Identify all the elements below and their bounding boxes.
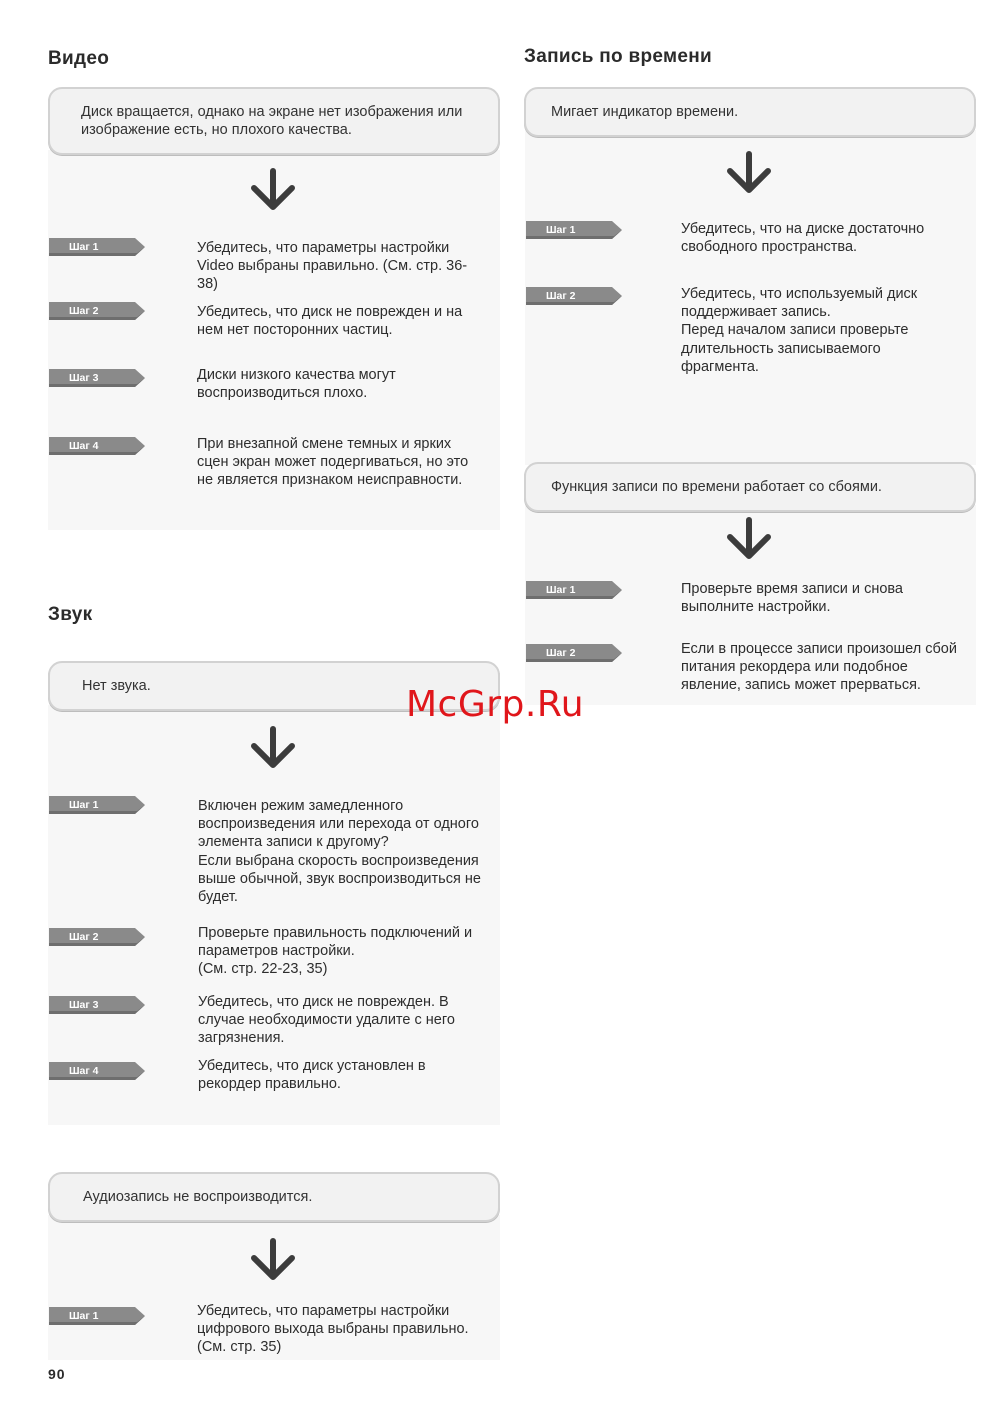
step-text: Если в процессе записи произошел сбой питания рекордера или подобное явление, запись может прерваться.: [681, 641, 957, 694]
sound-problem-text: Нет звука.: [82, 678, 151, 694]
step-tag: Шаг 2: [49, 928, 145, 946]
step-text: Проверьте время записи и снова выполните настройки.: [681, 581, 903, 616]
step-text: Убедитесь, что диск не поврежден. В случае необходимости удалите с него загрязнения.: [198, 994, 455, 1047]
step-tag: Шаг 4: [49, 437, 145, 455]
down-arrow-icon: [724, 517, 774, 561]
sound-heading: Звук: [48, 604, 93, 625]
watermark-text: McGrp.Ru: [406, 684, 585, 725]
step-tag: Шаг 2: [526, 644, 622, 662]
page-number: 90: [48, 1366, 66, 1382]
step-text: Диски низкого качества могут воспроизводиться плохо.: [197, 367, 396, 402]
timer-problem-box-2: [524, 462, 976, 512]
step-tag: Шаг 1: [49, 796, 145, 814]
step-tag: Шаг 1: [49, 1307, 145, 1325]
timer-problem-box: [524, 87, 976, 137]
video-heading: Видео: [48, 48, 110, 69]
step-text: Убедитесь, что используемый диск поддерживает запись. Перед началом записи проверьте длительность записываемого фрагмента.: [681, 286, 918, 375]
down-arrow-icon: [248, 168, 298, 212]
step-tag: Шаг 1: [526, 581, 622, 599]
step-text: Проверьте правильность подключений и параметров настройки. (См. стр. 22-23, 35): [198, 925, 473, 978]
step-text: Убедитесь, что на диске достаточно свободного пространства.: [681, 221, 925, 256]
audio-problem-box: [48, 1172, 500, 1222]
down-arrow-icon: [248, 1238, 298, 1282]
step-tag: Шаг 2: [49, 302, 145, 320]
step-text: Убедитесь, что диск не поврежден и на нем нет посторонних частиц.: [197, 304, 463, 339]
step-tag: Шаг 1: [49, 238, 145, 256]
timer-problem-text-2: Функция записи по времени работает со сбоями.: [551, 479, 882, 495]
video-problem-box: [48, 87, 500, 155]
down-arrow-icon: [724, 151, 774, 195]
step-tag: Шаг 4: [49, 1062, 145, 1080]
step-text: Убедитесь, что параметры настройки цифрового выхода выбраны правильно. (См. стр. 35): [197, 1303, 469, 1356]
step-tag: Шаг 3: [49, 996, 145, 1014]
down-arrow-icon: [248, 726, 298, 770]
audio-problem-text: Аудиозапись не воспроизводится.: [83, 1189, 313, 1205]
step-text: Убедитесь, что диск установлен в рекордер правильно.: [198, 1058, 426, 1093]
timer-heading: Запись по времени: [524, 46, 712, 67]
timer-problem-text: Мигает индикатор времени.: [551, 104, 739, 120]
video-problem-text: Диск вращается, однако на экране нет изображения или изображение есть, но плохого качества.: [81, 104, 463, 138]
step-tag: Шаг 3: [49, 369, 145, 387]
step-text: При внезапной смене темных и ярких сцен экран может подергиваться, но это не является признаком неисправности.: [197, 436, 469, 489]
step-text: Включен режим замедленного воспроизведения или перехода от одного элемента записи к другому? Если выбрана скорость воспроизведения выше обычной, звук воспроизводиться не будет.: [198, 798, 481, 906]
step-text: Убедитесь, что параметры настройки Video выбраны правильно. (См. стр. 36- 38): [197, 240, 468, 293]
step-tag: Шаг 1: [526, 221, 622, 239]
step-tag: Шаг 2: [526, 287, 622, 305]
